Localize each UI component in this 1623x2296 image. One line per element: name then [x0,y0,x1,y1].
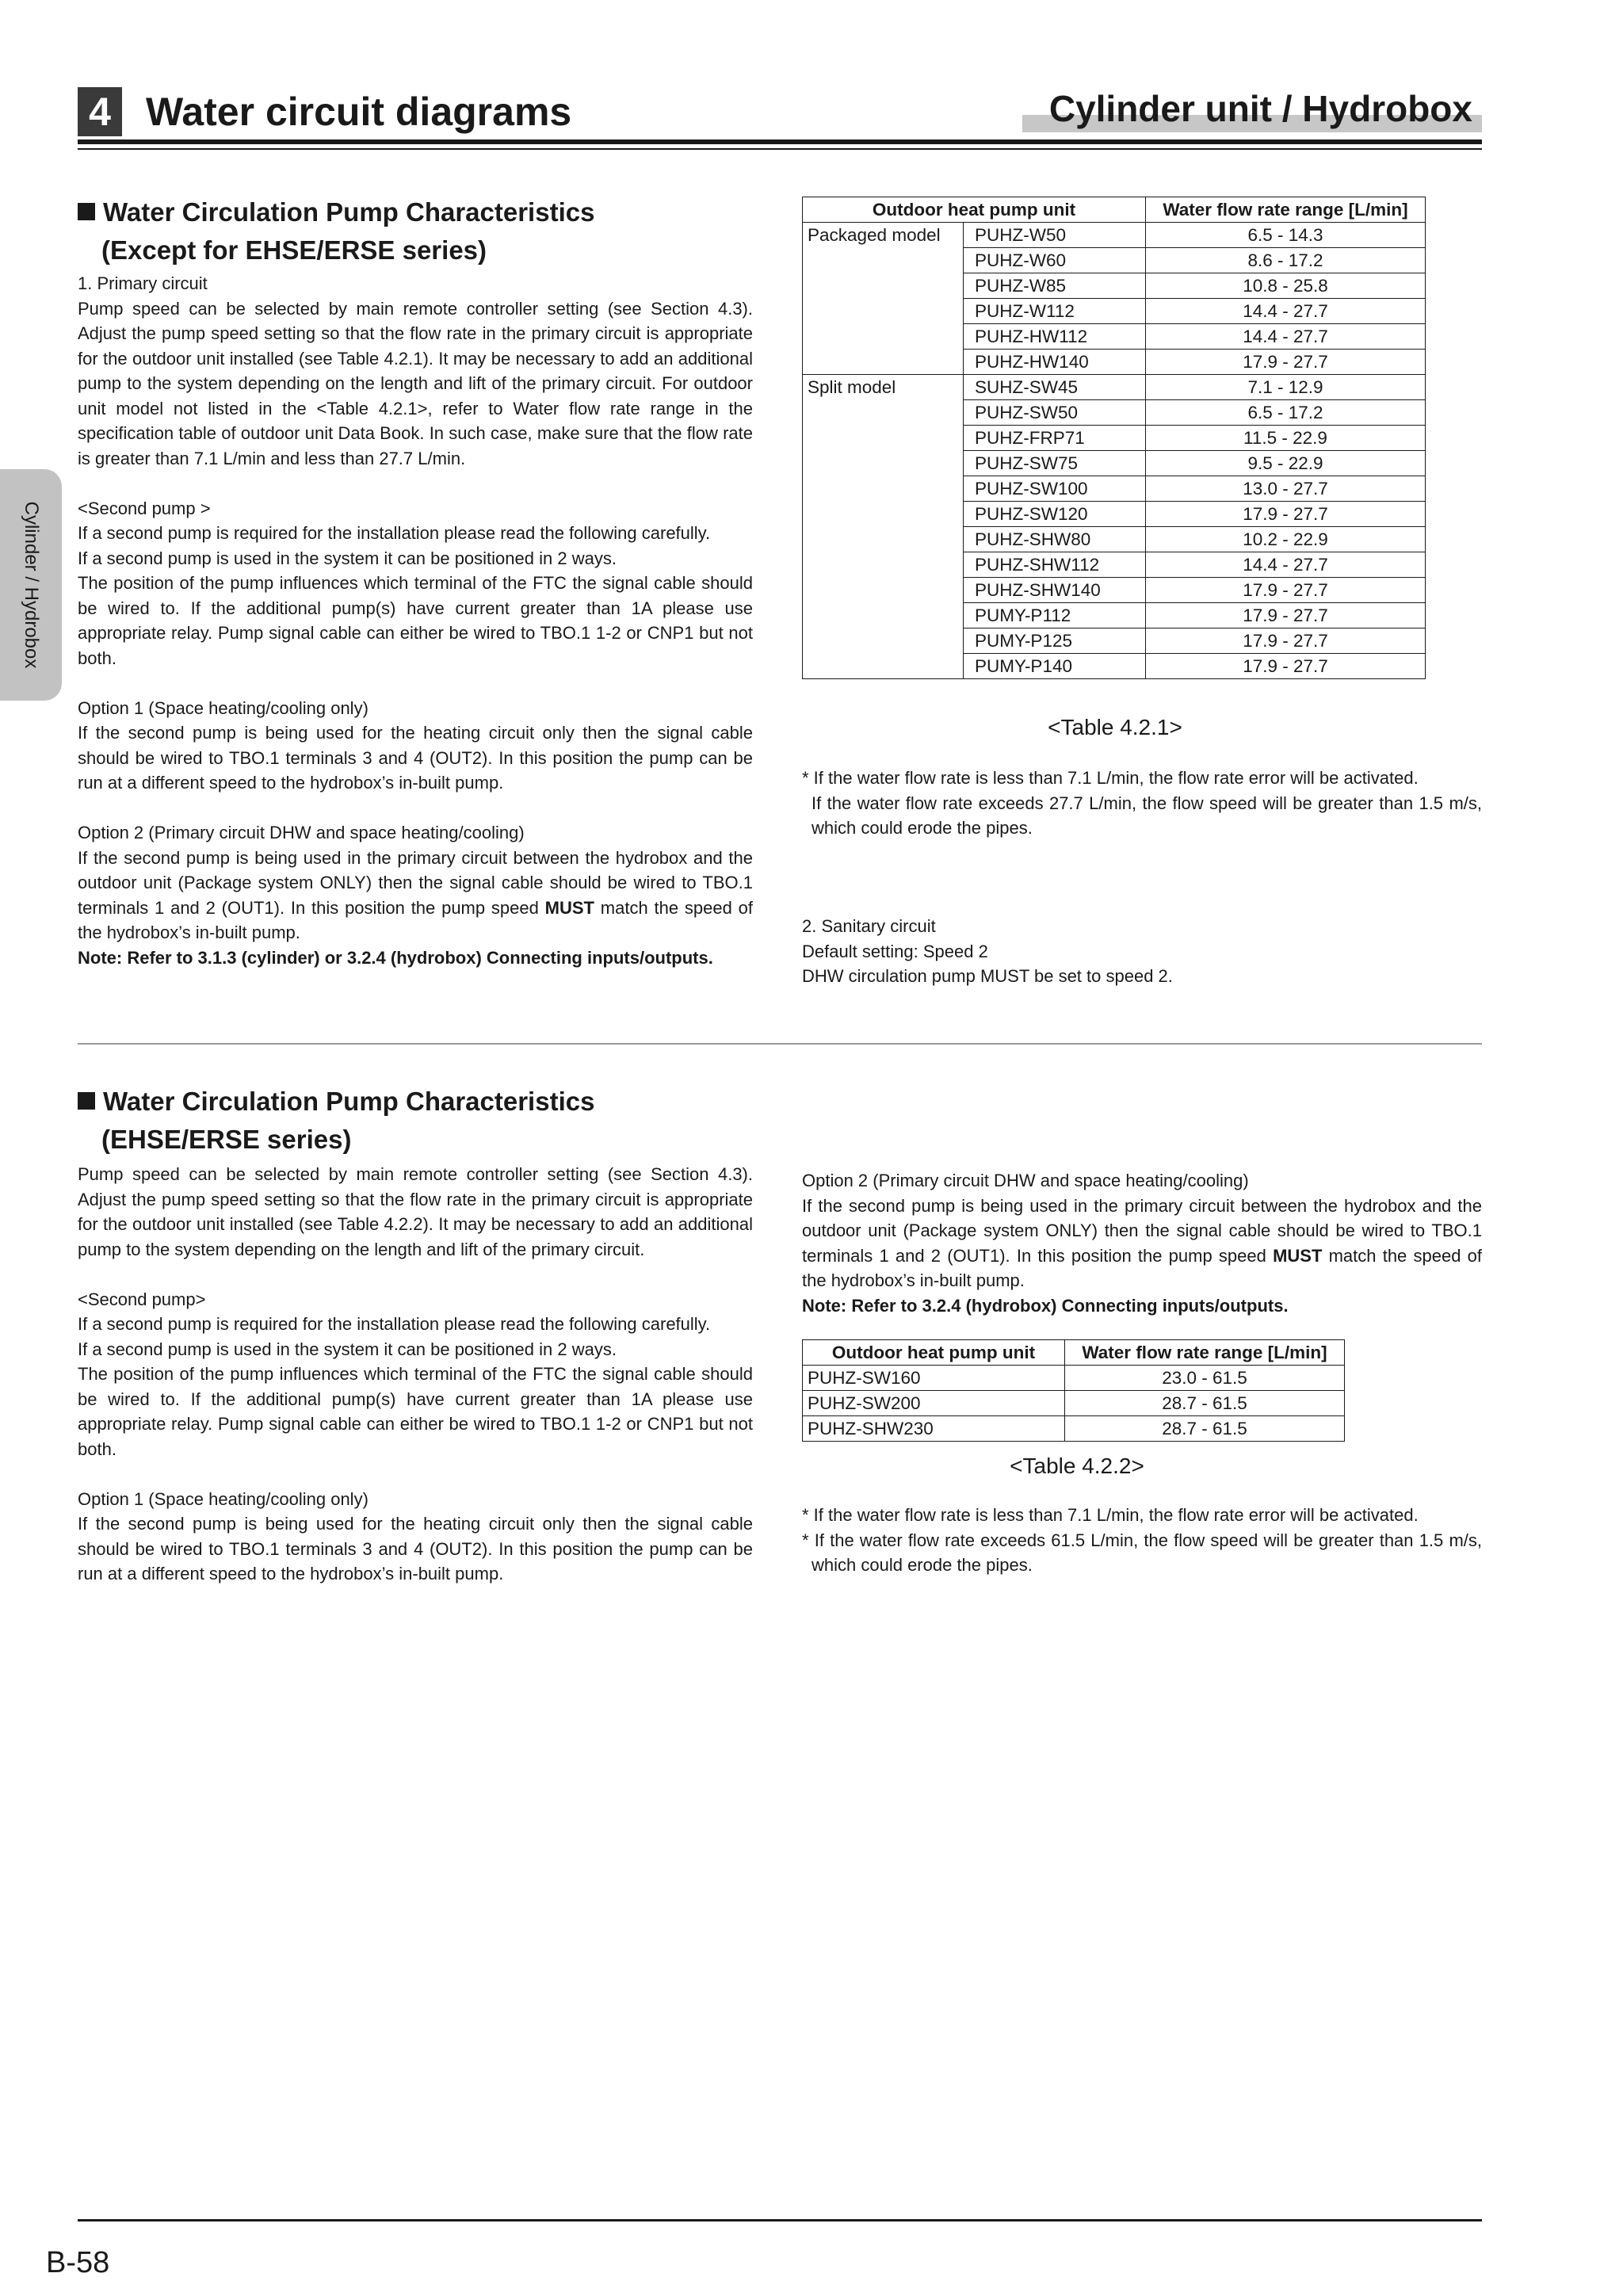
table-header-flow: Water flow rate range [L/min] [1065,1340,1345,1366]
table-row [803,375,1426,400]
table-header-row [803,197,1426,223]
model-cell: SUHZ-SW45 [964,375,1146,400]
table-header-flow: Water flow rate range [L/min] [1146,197,1426,223]
flow-range-cell: 14.4 - 27.7 [1146,299,1426,324]
model-cell: PUHZ-W85 [964,273,1146,299]
table-4-2-2-wrapper [802,1339,1345,1442]
note-flow-high: * If the water flow rate exceeds 61.5 L/min, the flow speed will be greater than 1.5 m/s, which could erode the pipes. [802,1530,1482,1575]
model-cell: PUMY-P112 [964,603,1146,628]
table-4-2-1-wrapper [802,197,1426,679]
model-cell: PUHZ-SW200 [803,1391,1065,1416]
flow-range-cell: 28.7 - 61.5 [1065,1416,1345,1442]
option2-note: Note: Refer to 3.1.3 (cylinder) or 3.2.4 (hydrobox) Connecting inputs/outputs. [78,947,713,968]
option1-title: Option 1 (Space heating/cooling only) [78,697,369,718]
flow-range-cell: 17.9 - 27.7 [1146,578,1426,603]
note-flow-high: If the water flow rate exceeds 27.7 L/min, the flow speed will be greater than 1.5 m/s, which could erode the pipes. [812,793,1482,838]
table-4-2-1-caption: <Table 4.2.1> [1048,715,1182,739]
section2-option2-title: Option 2 (Primary circuit DHW and space heating/cooling) [802,1171,1249,1190]
footer-rule [78,2219,1482,2222]
table-4-2-2 [802,1339,1345,1442]
section2-option2-text: If the second pump is being used in the primary circuit between the hydrobox and the outdoor unit (Package system ONLY) then the signal cable should be wired to TBO.1 terminals 1 and 2 (OUT1). In this position the pump speed MUST match the speed of the hydrobox’s in-built pump. [802,1195,1482,1290]
section2-second-pump-title: <Second pump> [78,1289,206,1309]
page-title: Water circuit diagrams [146,90,572,134]
sanitary-title: 2. Sanitary circuit [802,916,936,936]
heading-square-bullet [78,1092,95,1110]
section1-heading [78,193,594,231]
section2-option1-title: Option 1 (Space heating/cooling only) [78,1488,369,1509]
section2-notes [802,1503,1482,1578]
model-cell: PUHZ-SW50 [964,400,1146,426]
section2-option1-text: If the second pump is being used for the heating circuit only then the signal cable should be wired to TBO.1 terminals 3 and 4 (OUT2). In this position the pump can be run at a different speed to the hydrobox’s in-built pump. [78,1514,753,1584]
model-cell: PUHZ-HW112 [964,324,1146,350]
sanitary-default: Default setting: Speed 2 [802,941,988,961]
table-header-unit: Outdoor heat pump unit [803,1340,1065,1366]
table-header-row [803,1340,1345,1366]
section2-left-text [78,1162,753,1587]
section2-second-pump-para1: If a second pump is required for the installation please read the following carefully. [78,1314,711,1334]
section1-left-text [78,271,753,970]
sanitary-must: DHW circulation pump MUST be set to speed 2. [802,966,1173,986]
model-cell: PUMY-P140 [964,654,1146,679]
flow-range-cell: 13.0 - 27.7 [1146,476,1426,502]
flow-range-cell: 17.9 - 27.7 [1146,350,1426,375]
flow-range-cell: 8.6 - 17.2 [1146,248,1426,273]
section2-second-pump-para3: The position of the pump influences which terminal of the FTC the signal cable should be wired to. If the additional pump(s) have current greater than 1A please use appropriate relay. Pump signal cable can either be wired to TBO.1 1-2 or CNP1 but not both. [78,1364,753,1459]
note-flow-low: * If the water flow rate is less than 7.1 L/min, the flow rate error will be activated. [802,1505,1419,1525]
side-tab-label: Cylinder / Hydrobox [21,501,42,669]
second-pump-para2: If a second pump is used in the system it can be positioned in 2 ways. [78,548,617,568]
model-group-label: Packaged model [803,223,964,375]
section-divider [78,1043,1482,1045]
flow-range-cell: 17.9 - 27.7 [1146,628,1426,654]
header-right-title: Cylinder unit / Hydrobox [1048,88,1472,129]
flow-range-cell: 14.4 - 27.7 [1146,552,1426,578]
section-number-badge: 4 [78,87,122,136]
flow-range-cell: 10.8 - 25.8 [1146,273,1426,299]
table-row [803,1366,1345,1391]
flow-range-cell: 9.5 - 22.9 [1146,451,1426,476]
model-cell: PUHZ-SHW112 [964,552,1146,578]
flow-range-cell: 7.1 - 12.9 [1146,375,1426,400]
model-cell: PUHZ-W50 [964,223,1146,248]
model-cell: PUHZ-SHW140 [964,578,1146,603]
flow-range-cell: 17.9 - 27.7 [1146,502,1426,527]
section2-option2-note: Note: Refer to 3.2.4 (hydrobox) Connecting inputs/outputs. [802,1295,1289,1316]
model-group-label: Split model [803,375,964,679]
header-rule-thin [78,148,1482,150]
section1-heading-line2: (Except for EHSE/ERSE series) [101,235,487,265]
model-cell: PUHZ-HW140 [964,350,1146,375]
second-pump-para1: If a second pump is required for the installation please read the following carefully. [78,523,711,543]
heading-square-bullet [78,203,95,220]
section2-heading-line1: Water Circulation Pump Characteristics [103,1087,595,1116]
model-cell: PUHZ-W112 [964,299,1146,324]
flow-range-cell: 28.7 - 61.5 [1065,1391,1345,1416]
flow-range-cell: 23.0 - 61.5 [1065,1366,1345,1391]
table-header-unit: Outdoor heat pump unit [803,197,1146,223]
table-4-2-1 [802,197,1426,679]
model-cell: PUHZ-SW75 [964,451,1146,476]
note-flow-low: * If the water flow rate is less than 7.1 L/min, the flow rate error will be activated. [802,768,1419,788]
option2-title: Option 2 (Primary circuit DHW and space heating/cooling) [78,823,525,842]
second-pump-title: <Second pump > [78,498,211,518]
section2-second-pump-para2: If a second pump is used in the system it can be positioned in 2 ways. [78,1339,617,1359]
table-row [803,223,1426,248]
page-number: B-58 [46,2246,110,2279]
primary-circuit-title: 1. Primary circuit [78,273,208,293]
table-row [803,1416,1345,1442]
section2-right-text [802,1168,1482,1318]
section2-heading-line2: (EHSE/ERSE series) [101,1125,352,1154]
section1-heading-line1: Water Circulation Pump Characteristics [103,197,595,227]
flow-range-cell: 6.5 - 17.2 [1146,400,1426,426]
model-cell: PUHZ-SHW230 [803,1416,1065,1442]
sanitary-circuit [802,914,1482,989]
option2-text: If the second pump is being used in the primary circuit between the hydrobox and the outdoor unit (Package system ONLY) then the signal cable should be wired to TBO.1 terminals 1 and 2 (OUT1). In this position the pump speed MUST match the speed of the hydrobox’s in-built pump. [78,847,753,942]
side-tab[interactable] [0,469,62,701]
section1-notes [802,766,1482,841]
flow-range-cell: 10.2 - 22.9 [1146,527,1426,552]
table-row [803,1391,1345,1416]
model-cell: PUHZ-W60 [964,248,1146,273]
flow-range-cell: 11.5 - 22.9 [1146,426,1426,451]
model-cell: PUHZ-SW120 [964,502,1146,527]
flow-range-cell: 17.9 - 27.7 [1146,603,1426,628]
model-cell: PUHZ-SW160 [803,1366,1065,1391]
header-rule-thick [78,139,1482,144]
second-pump-para3: The position of the pump influences which terminal of the FTC the signal cable should be wired to. If the additional pump(s) have current greater than 1A please use appropriate relay. Pump signal cable can either be wired to TBO.1 1-2 or CNP1 but not both. [78,573,753,668]
flow-range-cell: 6.5 - 14.3 [1146,223,1426,248]
section2-intro: Pump speed can be selected by main remote controller setting (see Section 4.3). Adjust the pump speed setting so that the flow rate in the primary circuit is appropriate for the outdoor unit installed (see Table 4.2.2). It may be necessary to add an additional pump to the system depending on the length and lift of the primary circuit. [78,1164,753,1259]
model-cell: PUHZ-FRP71 [964,426,1146,451]
section2-heading [78,1083,594,1121]
flow-range-cell: 14.4 - 27.7 [1146,324,1426,350]
model-cell: PUHZ-SW100 [964,476,1146,502]
model-cell: PUHZ-SHW80 [964,527,1146,552]
primary-circuit-text: Pump speed can be selected by main remote controller setting (see Section 4.3). Adjust the pump speed setting so that the flow rate in the primary circuit is appropriate for the outdoor unit installed (see Table 4.2.1). It may be necessary to add an additional pump to the system depending on the length and lift of the primary circuit. For outdoor unit model not listed in the <Table 4.2.1>, refer to Water flow rate range in the specification table of outdoor unit Data Book. In such case, make sure that the flow rate is greater than 7.1 L/min and less than 27.7 L/min. [78,298,753,468]
model-cell: PUMY-P125 [964,628,1146,654]
flow-range-cell: 17.9 - 27.7 [1146,654,1426,679]
table-4-2-2-caption: <Table 4.2.2> [1010,1454,1144,1478]
option1-text: If the second pump is being used for the heating circuit only then the signal cable should be wired to TBO.1 terminals 3 and 4 (OUT2). In this position the pump can be run at a different speed to the hydrobox’s in-built pump. [78,723,753,793]
